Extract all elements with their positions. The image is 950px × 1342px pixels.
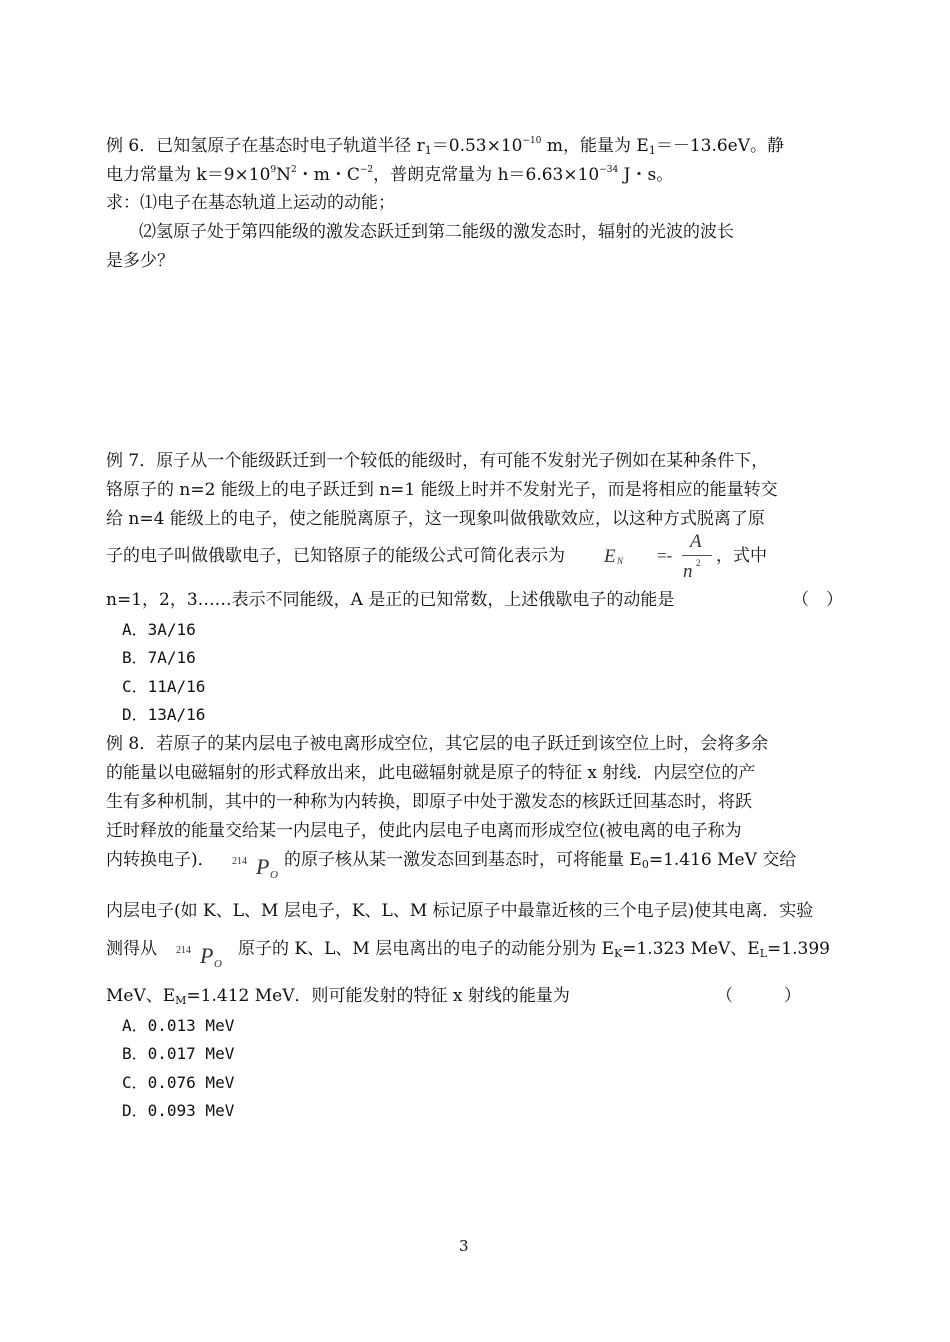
- ex7-answer-paren: （ ）: [792, 590, 843, 610]
- formula-eq: =-: [657, 546, 673, 565]
- ex7-line-2: 铬原子的 n=2 能级上的电子跃迁到 n=1 能级上时并不发射光子，而是将相应的能量转交: [106, 480, 778, 500]
- ex8-option-a: A．0.013 MeV: [122, 1016, 235, 1035]
- ex8-line-7a: 测得从: [106, 939, 157, 959]
- ex6-line-2: 电力常量为 $k=9\times 10^9N^2$・m・$C^{-2}$，普朗克常量为 $h=6.63\times 10^{-34}$ J・s。: [106, 165, 674, 185]
- ex8-option-b: B．0.017 MeV: [122, 1044, 235, 1063]
- ex8-line-2: 的能量以电磁辐射的形式释放出来，此电磁辐射就是原子的特征 x 射线．内层空位的产: [106, 763, 756, 783]
- ex8-answer-paren: （ ）: [716, 986, 801, 1006]
- ex7-option-c: C．11A/16: [122, 677, 206, 696]
- ex7-option-a: A．3A/16: [122, 620, 196, 639]
- ex7-option-d: D．13A/16: [122, 705, 206, 724]
- ex6-line-5: 是多少？: [106, 251, 174, 271]
- ex6-line-1: 例 6．已知氢原子在基态时电子轨道半径 $r_1=0.53\times 10^{-10}$ m，能量为 $E_1=-13.6eV$。静: [106, 136, 785, 157]
- ex7-line-4b: ，式中: [716, 546, 767, 566]
- ex8-line-6: 内层电子(如 K、L、M 层电子，K、L、M 标记原子中最靠近核的三个电子层)使其电离．实验: [106, 901, 814, 921]
- ex8-line-3: 生有多种机制，其中的一种称为内转换，即原子中处于激发态的核跃迁回基态时，将跃: [106, 792, 752, 812]
- ex7-line-1: 例 7．原子从一个能级跃迁到一个较低的能级时，有可能不发射光子例如在某种条件下，: [106, 451, 769, 471]
- ex8-line-1: 例 8．若原子的某内层电子被电离形成空位，其它层的电子跃迁到该空位上时，会将多余: [106, 734, 769, 754]
- formula-A: A: [690, 531, 702, 552]
- ex6-line-4: ⑵氢原子处于第四能级的激发态跃迁到第二能级的激发态时，辐射的光波的波长: [139, 222, 734, 242]
- ex8-line-7b: 原子的 K、L、M 层电离出的电子的动能分别为 $E_K=1.323$ MeV、$E_L=1.399$: [238, 939, 830, 960]
- ex8-line-5a: 内转换电子)．: [106, 850, 215, 870]
- ex7-line-4a: 子的电子叫做俄歇电子，已知铬原子的能级公式可简化表示为: [106, 546, 565, 566]
- formula-n: n: [683, 561, 693, 582]
- ex8-line-8: MeV、$E_M=1.412$ MeV．则可能发射的特征 x 射线的能量为: [106, 986, 570, 1007]
- ex7-line-3: 给 n=4 能级上的电子，使之能脱离原子，这一现象叫做俄歇效应，以这种方式脱离了原: [106, 509, 765, 529]
- formula-2: 2: [696, 558, 701, 568]
- ex7-option-b: B．7A/16: [122, 648, 196, 667]
- fraction-bar: [682, 555, 712, 556]
- ex8-line-5b: 的原子核从某一激发态回到基态时，可将能量 $E_0=1.416$ MeV 交给: [284, 850, 797, 871]
- ex6-line-3: 求：⑴电子在基态轨道上运动的动能；: [106, 193, 395, 213]
- ex8-line-4: 迁时释放的能量交给某一内层电子，使此内层电子电离而形成空位(被电离的电子称为: [106, 821, 742, 841]
- ex7-line-5: n=1，2，3……表示不同能级，A 是正的已知常数，上述俄歇电子的动能是: [106, 590, 675, 610]
- formula-N: N: [617, 556, 624, 566]
- formula-E: E: [604, 546, 616, 567]
- page-number: 3: [459, 1237, 469, 1255]
- ex8-option-d: D．0.093 MeV: [122, 1101, 235, 1120]
- ex8-option-c: C．0.076 MeV: [122, 1073, 235, 1092]
